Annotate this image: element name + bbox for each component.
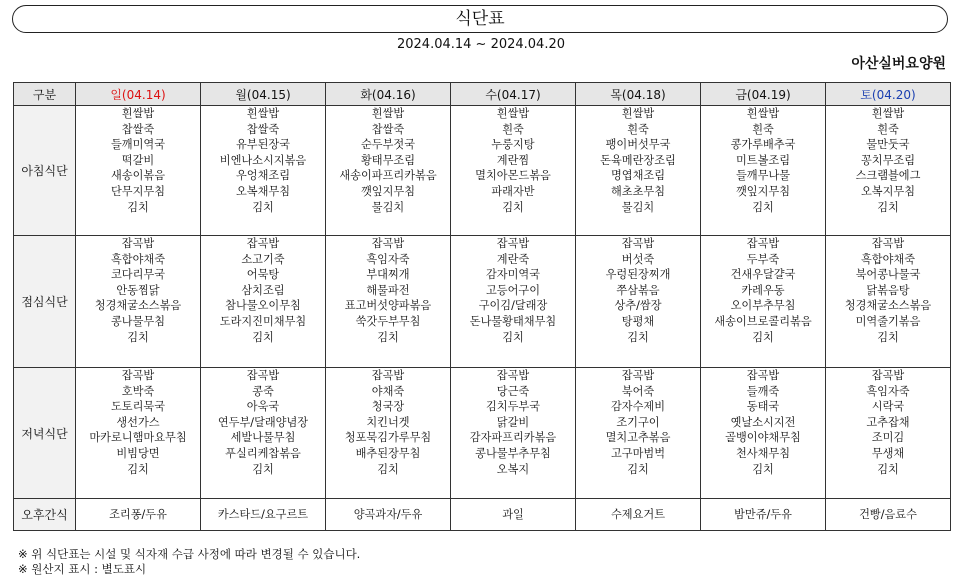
menu-item: 쭈삼볶음 bbox=[616, 283, 660, 297]
menu-item: 옛날소시지전 bbox=[730, 415, 796, 429]
menu-item: 무생채 bbox=[871, 446, 905, 460]
menu-title-text: 식단표 bbox=[455, 9, 505, 29]
menu-item: 흰쌀밥 bbox=[496, 107, 530, 120]
menu-cell bbox=[826, 499, 951, 531]
menu-cell bbox=[701, 368, 826, 499]
menu-item: 과일 bbox=[502, 507, 524, 521]
menu-item: 찹쌀죽 bbox=[121, 122, 155, 136]
menu-item: 표고버섯양파볶음 bbox=[344, 299, 432, 313]
menu-item: 흑합야채죽 bbox=[110, 252, 166, 266]
menu-item: 황태무조림 bbox=[360, 153, 416, 167]
menu-item: 김치 bbox=[377, 330, 399, 344]
menu-item: 수제요거트 bbox=[610, 507, 666, 521]
menu-item: 잡곡밥 bbox=[371, 369, 405, 382]
menu-item: 배추된장무침 bbox=[355, 446, 421, 460]
menu-item: 팽이버섯무국 bbox=[605, 138, 671, 152]
menu-cell bbox=[76, 368, 201, 499]
menu-item: 오복지 bbox=[496, 462, 530, 476]
header-day: 목(04.18) bbox=[576, 83, 701, 106]
menu-item: 동태국 bbox=[746, 400, 780, 414]
header-category: 구분 bbox=[14, 83, 76, 106]
menu-item: 참나물오이무침 bbox=[225, 299, 301, 313]
menu-item: 천사채무침 bbox=[735, 446, 791, 460]
menu-item: 깻잎지무침 bbox=[360, 184, 416, 198]
menu-item: 고추잡채 bbox=[866, 415, 910, 429]
menu-cell bbox=[326, 499, 451, 531]
menu-cell bbox=[826, 236, 951, 368]
menu-item: 미트볼조림 bbox=[735, 153, 791, 167]
menu-item: 찹쌀죽 bbox=[371, 122, 405, 136]
menu-item: 고등어구이 bbox=[485, 283, 541, 297]
menu-item: 안동찜닭 bbox=[116, 283, 160, 297]
menu-item: 닭갈비 bbox=[496, 415, 530, 429]
menu-item: 유부된장국 bbox=[235, 138, 291, 152]
menu-cell bbox=[451, 236, 576, 368]
menu-item: 흰죽 bbox=[877, 122, 899, 136]
menu-item: 북어죽 bbox=[621, 384, 655, 398]
menu-cell bbox=[576, 368, 701, 499]
menu-item: 시락국 bbox=[871, 400, 905, 414]
menu-item: 명엽채조림 bbox=[610, 169, 666, 183]
meal-label: 저녁식단 bbox=[14, 368, 76, 499]
menu-item: 흰죽 bbox=[502, 122, 524, 136]
menu-item: 오이부추무침 bbox=[730, 299, 796, 313]
menu-item: 물만둣국 bbox=[866, 138, 910, 152]
menu-item: 당근죽 bbox=[496, 384, 530, 398]
menu-cell bbox=[201, 236, 326, 368]
menu-item: 조리퐁/두유 bbox=[109, 507, 167, 521]
menu-item: 조기구이 bbox=[616, 415, 660, 429]
menu-item: 콩죽 bbox=[252, 384, 274, 398]
menu-item: 들깨죽 bbox=[746, 384, 780, 398]
menu-item: 어묵탕 bbox=[246, 268, 280, 282]
menu-item: 흰쌀밥 bbox=[871, 107, 905, 120]
menu-item: 닭볶음탕 bbox=[866, 283, 910, 297]
menu-item: 물김치 bbox=[621, 200, 655, 214]
menu-item: 단무지무침 bbox=[110, 184, 166, 198]
menu-cell bbox=[576, 106, 701, 236]
menu-item: 치킨너겟 bbox=[366, 415, 410, 429]
footnotes bbox=[18, 547, 360, 577]
menu-item: 들깨미역국 bbox=[110, 138, 166, 152]
meal-label: 오후간식 bbox=[14, 499, 76, 531]
menu-item: 조미김 bbox=[871, 431, 905, 445]
menu-item: 김치 bbox=[252, 200, 274, 214]
menu-item: 새송이파프리카볶음 bbox=[339, 169, 437, 183]
menu-item: 파래자반 bbox=[491, 184, 535, 198]
menu-item: 해물파전 bbox=[366, 283, 410, 297]
menu-item: 잡곡밥 bbox=[246, 237, 280, 250]
menu-cell bbox=[701, 236, 826, 368]
menu-item: 밤만쥬/두유 bbox=[734, 507, 792, 521]
menu-item: 삼치조림 bbox=[241, 283, 285, 297]
menu-item: 김치 bbox=[877, 330, 899, 344]
menu-cell bbox=[451, 499, 576, 531]
menu-item: 멸치고추볶음 bbox=[605, 431, 671, 445]
menu-item: 세발나물무침 bbox=[230, 431, 296, 445]
header-day: 금(04.19) bbox=[701, 83, 826, 106]
menu-cell bbox=[201, 106, 326, 236]
menu-item: 김치 bbox=[627, 330, 649, 344]
menu-item: 골뱅이야채무침 bbox=[725, 431, 801, 445]
menu-item: 건새우달걀국 bbox=[730, 268, 796, 282]
menu-item: 미역줄기볶음 bbox=[855, 314, 921, 328]
menu-item: 탕평채 bbox=[621, 314, 655, 328]
menu-item: 부대찌개 bbox=[366, 268, 410, 282]
menu-item: 북어콩나물국 bbox=[855, 268, 921, 282]
menu-item: 아욱국 bbox=[246, 400, 280, 414]
menu-item: 잡곡밥 bbox=[746, 369, 780, 382]
menu-item: 잡곡밥 bbox=[121, 369, 155, 382]
menu-cell bbox=[201, 368, 326, 499]
menu-item: 김치 bbox=[877, 462, 899, 476]
menu-item: 구이김/달래장 bbox=[478, 299, 548, 313]
menu-item: 도토리묵국 bbox=[110, 400, 166, 414]
organization-name: 아산실버요양원 bbox=[851, 56, 946, 72]
menu-item: 흰쌀밥 bbox=[121, 107, 155, 120]
header-row bbox=[14, 83, 951, 106]
menu-item: 김치 bbox=[127, 330, 149, 344]
menu-item: 청포묵김가루무침 bbox=[344, 431, 432, 445]
menu-cell bbox=[326, 368, 451, 499]
menu-item: 콩나물무침 bbox=[110, 314, 166, 328]
menu-item: 계란찜 bbox=[496, 153, 530, 167]
menu-cell bbox=[326, 236, 451, 368]
menu-cell bbox=[826, 368, 951, 499]
menu-item: 물김치 bbox=[371, 200, 405, 214]
menu-item: 잡곡밥 bbox=[496, 369, 530, 382]
menu-item: 순두부젓국 bbox=[360, 138, 416, 152]
menu-item: 김치 bbox=[252, 330, 274, 344]
menu-cell bbox=[451, 368, 576, 499]
menu-item: 푸실리케찹볶음 bbox=[225, 446, 301, 460]
menu-item: 흰쌀밥 bbox=[746, 107, 780, 120]
menu-item: 김치 bbox=[627, 462, 649, 476]
date-range: 2024.04.14 ~ 2024.04.20 bbox=[396, 37, 566, 52]
menu-item: 잡곡밥 bbox=[121, 237, 155, 250]
meal-row bbox=[14, 368, 951, 499]
menu-cell bbox=[826, 106, 951, 236]
menu-item: 흑합야채죽 bbox=[860, 252, 916, 266]
menu-item: 버섯죽 bbox=[621, 252, 655, 266]
menu-item: 김치 bbox=[502, 200, 524, 214]
header-day: 화(04.16) bbox=[326, 83, 451, 106]
menu-item: 연두부/달래양념장 bbox=[217, 415, 309, 429]
menu-item: 돈육메란장조림 bbox=[600, 153, 676, 167]
menu-item: 새송이볶음 bbox=[110, 169, 166, 183]
menu-item: 콩가루배추국 bbox=[730, 138, 796, 152]
menu-item: 쑥갓두부무침 bbox=[355, 314, 421, 328]
menu-item: 꽁치무조림 bbox=[860, 153, 916, 167]
menu-item: 들깨무나물 bbox=[735, 169, 791, 183]
menu-item: 콩나물부추무침 bbox=[475, 446, 551, 460]
menu-item: 잡곡밥 bbox=[746, 237, 780, 250]
menu-item: 비빔당면 bbox=[116, 446, 160, 460]
menu-item: 우렁된장찌개 bbox=[605, 268, 671, 282]
menu-item: 흰죽 bbox=[627, 122, 649, 136]
menu-item: 코다리무국 bbox=[110, 268, 166, 282]
menu-item: 비엔나소시지볶음 bbox=[219, 153, 307, 167]
menu-item: 감자파프리카볶음 bbox=[469, 431, 557, 445]
menu-item: 흰쌀밥 bbox=[246, 107, 280, 120]
menu-item: 잡곡밥 bbox=[246, 369, 280, 382]
meal-row bbox=[14, 236, 951, 368]
menu-item: 청경채굴소스볶음 bbox=[94, 299, 182, 313]
footnote: ※ 위 식단표는 시설 및 식자재 수급 사정에 따라 변경될 수 있습니다. bbox=[18, 547, 361, 561]
meal-row bbox=[14, 499, 951, 531]
menu-item: 카레우동 bbox=[741, 283, 785, 297]
menu-item: 청국장 bbox=[371, 400, 405, 414]
menu-item: 해초초무침 bbox=[610, 184, 666, 198]
menu-item: 김치 bbox=[127, 200, 149, 214]
menu-item: 잡곡밥 bbox=[621, 237, 655, 250]
menu-item: 잡곡밥 bbox=[621, 369, 655, 382]
menu-cell bbox=[701, 106, 826, 236]
menu-item: 돈나물황태채무침 bbox=[469, 314, 557, 328]
menu-item: 흰쌀밥 bbox=[371, 107, 405, 120]
menu-item: 계란죽 bbox=[496, 252, 530, 266]
menu-item: 김치 bbox=[127, 462, 149, 476]
meal-table bbox=[13, 82, 951, 531]
menu-item: 야채죽 bbox=[371, 384, 405, 398]
meal-label: 아침식단 bbox=[14, 106, 76, 236]
menu-item: 잡곡밥 bbox=[371, 237, 405, 250]
menu-item: 김치 bbox=[877, 200, 899, 214]
menu-item: 잡곡밥 bbox=[871, 237, 905, 250]
menu-item: 청경채굴소스볶음 bbox=[844, 299, 932, 313]
menu-cell bbox=[326, 106, 451, 236]
menu-item: 깻잎지무침 bbox=[735, 184, 791, 198]
header-day: 수(04.17) bbox=[451, 83, 576, 106]
menu-cell bbox=[451, 106, 576, 236]
menu-item: 카스타드/요구르트 bbox=[217, 507, 309, 521]
menu-item: 김치두부국 bbox=[485, 400, 541, 414]
meal-row bbox=[14, 106, 951, 236]
footnote: ※ 원산지 표시 : 별도표시 bbox=[18, 562, 147, 576]
menu-title bbox=[12, 5, 948, 33]
menu-item: 김치 bbox=[752, 330, 774, 344]
menu-item: 도라지진미채무침 bbox=[219, 314, 307, 328]
menu-item: 생선가스 bbox=[116, 415, 160, 429]
menu-cell bbox=[576, 236, 701, 368]
menu-cell bbox=[76, 106, 201, 236]
menu-cell bbox=[76, 236, 201, 368]
menu-item: 소고기죽 bbox=[241, 252, 285, 266]
menu-item: 스크램블에그 bbox=[855, 169, 921, 183]
meal-label: 점심식단 bbox=[14, 236, 76, 368]
menu-item: 두부죽 bbox=[746, 252, 780, 266]
menu-item: 양곡과자/두유 bbox=[353, 507, 423, 521]
menu-item: 호박죽 bbox=[121, 384, 155, 398]
menu-cell bbox=[201, 499, 326, 531]
menu-item: 김치 bbox=[752, 200, 774, 214]
menu-item: 건빵/음료수 bbox=[859, 507, 917, 521]
menu-item: 김치 bbox=[252, 462, 274, 476]
menu-item: 멸치아몬드볶음 bbox=[475, 169, 551, 183]
menu-cell bbox=[701, 499, 826, 531]
menu-item: 흰쌀밥 bbox=[621, 107, 655, 120]
menu-item: 김치 bbox=[377, 462, 399, 476]
menu-cell bbox=[76, 499, 201, 531]
header-day: 토(04.20) bbox=[826, 83, 951, 106]
menu-item: 떡갈비 bbox=[121, 153, 155, 167]
menu-item: 오복채무침 bbox=[235, 184, 291, 198]
menu-item: 김치 bbox=[502, 330, 524, 344]
menu-item: 오복지무침 bbox=[860, 184, 916, 198]
header-day: 월(04.15) bbox=[201, 83, 326, 106]
menu-item: 잡곡밥 bbox=[871, 369, 905, 382]
menu-cell bbox=[576, 499, 701, 531]
menu-item: 상추/쌈장 bbox=[614, 299, 662, 313]
menu-item: 고구마범벅 bbox=[610, 446, 666, 460]
menu-item: 마카로니햄마요무침 bbox=[89, 431, 187, 445]
menu-item: 감자수제비 bbox=[610, 400, 666, 414]
menu-item: 흰죽 bbox=[752, 122, 774, 136]
menu-item: 찹쌀죽 bbox=[246, 122, 280, 136]
menu-item: 우엉채조림 bbox=[235, 169, 291, 183]
menu-item: 김치 bbox=[752, 462, 774, 476]
menu-item: 감자미역국 bbox=[485, 268, 541, 282]
menu-item: 누룽지탕 bbox=[491, 138, 535, 152]
menu-item: 새송이브로콜리볶음 bbox=[714, 314, 812, 328]
header-day: 일(04.14) bbox=[76, 83, 201, 106]
menu-item: 흑임자죽 bbox=[866, 384, 910, 398]
menu-item: 잡곡밥 bbox=[496, 237, 530, 250]
menu-item: 흑임자죽 bbox=[366, 252, 410, 266]
